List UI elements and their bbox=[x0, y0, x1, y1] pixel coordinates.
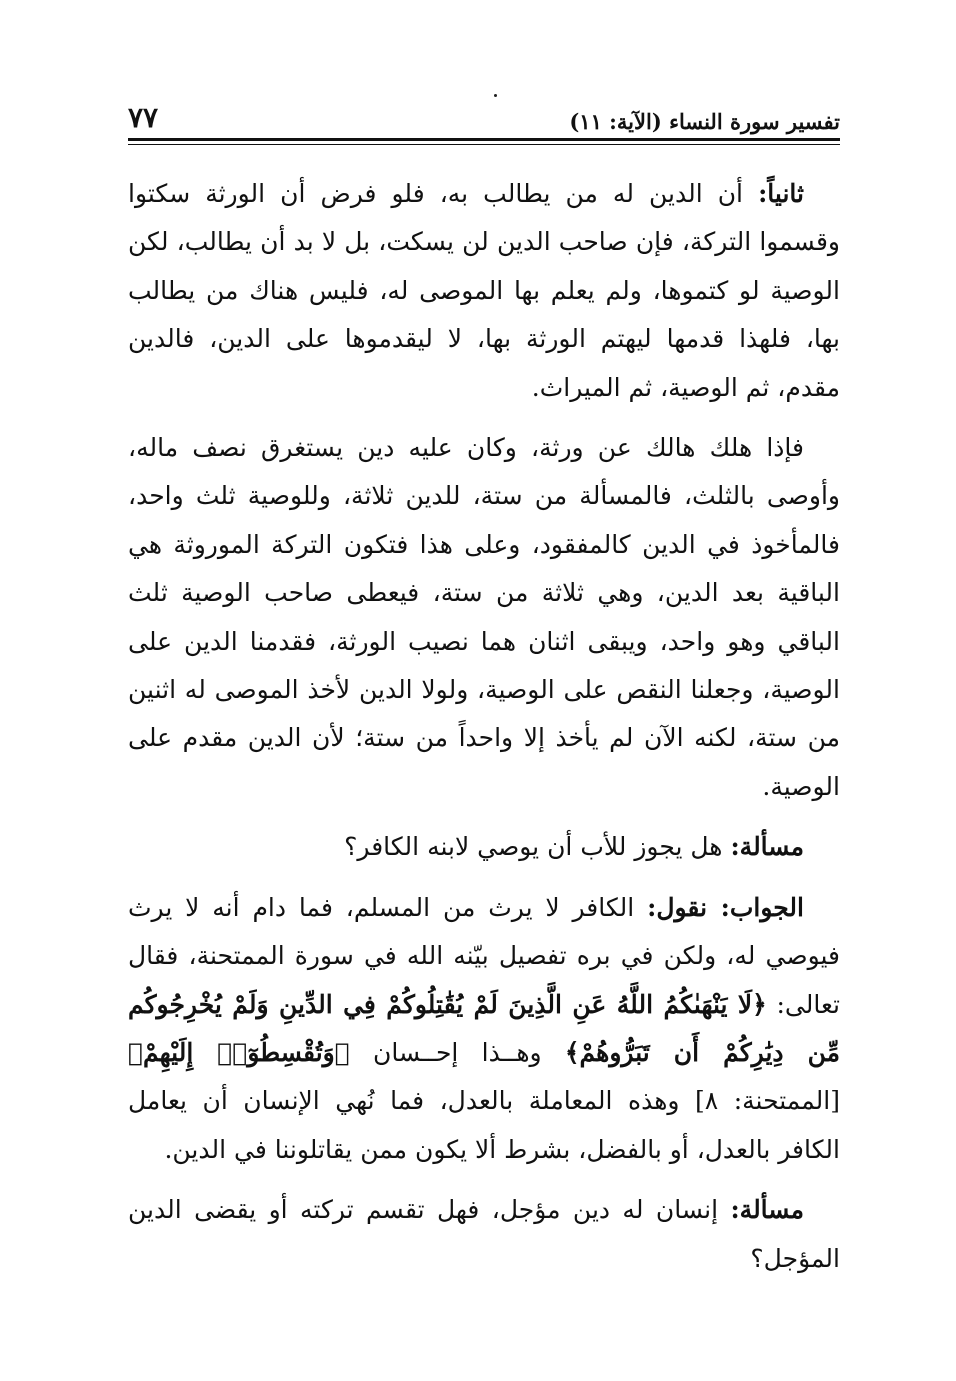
paragraph-label: ثانياً: bbox=[758, 179, 804, 208]
paragraph-text: هل يجوز للأب أن يوصي لابنه الكافر؟ bbox=[344, 832, 731, 862]
quran-verse: ﴿وَتُقْسِطُوٓا۟ إِلَيْهِمْ﴾ bbox=[128, 1037, 350, 1067]
quran-verse: ﴿لَا يَنْهَىٰكُمُ اللَّهُ عَنِ الَّذِينَ لَمْ يُقَٰتِلُوكُمْ فِي الدِّينِ وَلَمْ يُخْرِجُوكُم مِّن دِيَٰرِكُمْ أَن تَبَرُّوهُمْ﴾ bbox=[128, 989, 841, 1067]
paragraph-text: وهــذا إحــسان bbox=[349, 1037, 565, 1067]
paragraph-text: [الممتحنة: ٨] وهذه المعاملة بالعدل، فما نُهي الإنسان أن يعامل الكافر بالعدل، أو بالفضل، بشرط ألا يكون ممن يقاتلوننا في الدين. bbox=[128, 1086, 840, 1164]
paragraph-text: إنسان له دين مؤجل، فهل تقسم تركته أو يقضى الدين المؤجل؟ bbox=[128, 1195, 840, 1273]
body-text bbox=[128, 170, 840, 1295]
paragraph-question-2 bbox=[128, 1186, 840, 1283]
paragraph-label: مسألة: bbox=[730, 832, 804, 862]
header-rule-thin bbox=[128, 144, 840, 145]
paragraph-example bbox=[128, 424, 840, 811]
paragraph-text: الكافر لا يرث من المسلم، فما دام أنه لا يرث فيوصي له، ولكن في بره تفصيل بيّنه الله في سورة الممتحنة، فقال تعالى: bbox=[128, 892, 840, 1019]
paragraph-answer bbox=[128, 884, 840, 1174]
header-rule-thick bbox=[128, 138, 840, 141]
paragraph-label: مسألة: bbox=[730, 1195, 804, 1225]
paragraph-text: أن الدين له من يطالب به، فلو فرض أن الورثة سكتوا وقسموا التركة، فإن صاحب الدين لن يسكت، بل لا بد أن يطالب، لكن الوصية لو كتموها، ولم يعلم بها الموصى له، فليس هناك من يطالب بها، فلهذا قدمها ليهتم الورثة بها، لا ليقدموها على الدين، فالدين مقدم، ثم الوصية، ثم الميراث. bbox=[128, 179, 840, 402]
page-number: ٧٧ bbox=[128, 101, 159, 134]
paragraph-text: فإذا هلك هالك عن ورثة، وكان عليه دين يستغرق نصف ماله، وأوصى بالثلث، فالمسألة من ستة، للدين ثلاثة، وللوصية ثلث واحد، فالمأخوذ في الدين كالمفقود، وعلى هذا فتكون التركة الموروثة هي الباقية بعد الدين، وهي ثلاثة من ستة، فيعطى صاحب الوصية ثلث الباقي وهو واحد، ويبقى اثنان هما نصيب الورثة، فقدمنا الدين على الوصية، وجعلنا النقص على الوصية، ولولا الدين لأخذ الموصى له اثنين من ستة، لكنه الآن لم يأخذ إلا واحداً من ستة؛ لأن الدين مقدم على الوصية. bbox=[128, 433, 840, 801]
paragraph-secondly bbox=[128, 170, 840, 412]
running-title: تفسير سورة النساء (الآية: ١١) bbox=[569, 109, 840, 134]
paragraph-label: الجواب: نقول: bbox=[647, 892, 804, 922]
page-header bbox=[128, 96, 840, 134]
ink-speck bbox=[494, 94, 497, 97]
paragraph-question-1 bbox=[128, 823, 840, 871]
